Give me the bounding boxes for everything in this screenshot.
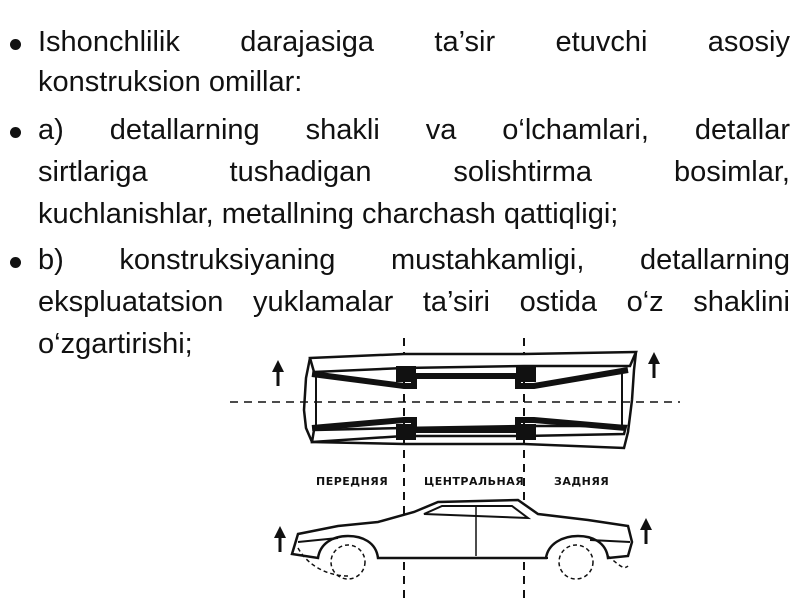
car-body-deformation-figure (228, 330, 688, 598)
car-body-diagram (228, 330, 688, 598)
bullet-3-line-2: ekspluatatsion yuklamalar ta’siri ostida o‘z shaklini (38, 286, 790, 318)
zone-label-front: ПЕРЕДНЯЯ (316, 475, 389, 488)
up-arrow-icon (274, 526, 286, 552)
bullet-3-line-1: b) konstruksiyaning mustahkamligi, detallarning (38, 244, 790, 276)
up-arrow-icon (272, 360, 284, 386)
car-side-view (292, 500, 632, 579)
bullet-2-line-1: a) detallarning shakli va o‘lchamlari, detallar (38, 114, 790, 146)
zone-label-center: ЦЕНТРАЛЬНАЯ (424, 475, 525, 488)
bullet-3-line-3: o‘zgartirishi; (38, 328, 193, 360)
up-arrow-icon (648, 352, 660, 378)
bullet-1-line-1: Ishonchlilik darajasiga ta’sir etuvchi asosiy (38, 26, 790, 58)
bullet-marker (10, 127, 22, 139)
bullet-marker (10, 39, 22, 51)
up-arrow-icon (640, 518, 652, 544)
frame-top-view (304, 352, 636, 448)
bullet-1-line-2: konstruksion omillar: (38, 66, 303, 98)
bullet-marker (10, 257, 22, 269)
bullet-2-line-3: kuchlanishlar, metallning charchash qattiqligi; (38, 198, 619, 230)
zone-label-rear: ЗАДНЯЯ (554, 475, 610, 488)
bullet-2-line-2: sirtlariga tushadigan solishtirma bosimlar, (38, 156, 790, 188)
